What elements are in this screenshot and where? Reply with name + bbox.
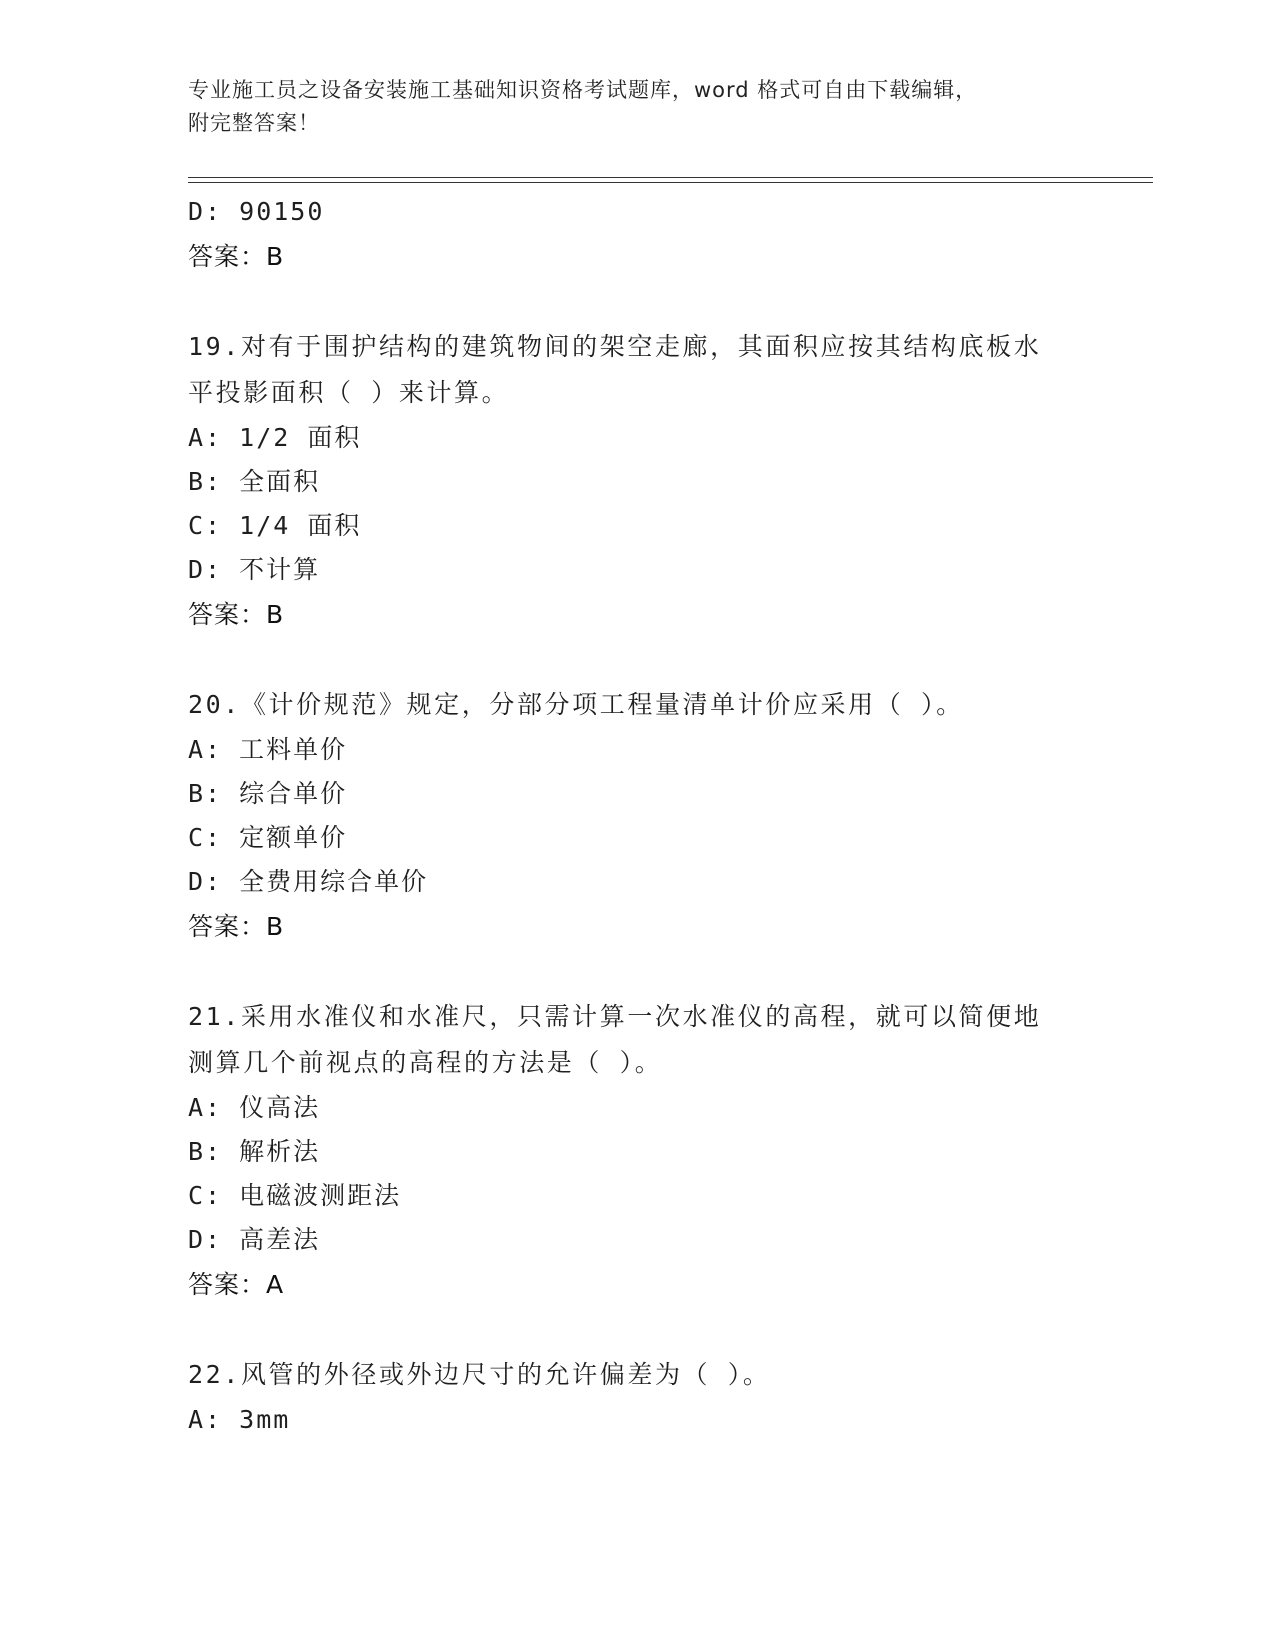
header-title-line1: 专业施工员之设备安装施工基础知识资格考试题库，word 格式可自由下载编辑， — [188, 78, 978, 102]
option-d: D: 90150 — [188, 197, 325, 226]
answer-line: 答案：B — [188, 600, 285, 629]
spacer — [188, 638, 1088, 682]
question-text-continued: 平投影面积（ ）来计算。 — [188, 378, 510, 407]
question-list — [188, 190, 1088, 1442]
spacer — [188, 1308, 1088, 1352]
option-d: D: 不计算 — [188, 555, 321, 584]
option-b: B: 综合单价 — [188, 779, 348, 808]
question-text-continued: 测算几个前视点的高程的方法是（ ）。 — [188, 1048, 663, 1077]
answer-line: 答案：B — [188, 242, 285, 271]
option-d: D: 高差法 — [188, 1225, 321, 1254]
question-text: 20.《计价规范》规定，分部分项工程量清单计价应采用（ ）。 — [188, 690, 964, 719]
header-divider-top — [188, 177, 1153, 178]
header-divider-bottom — [188, 182, 1153, 183]
question-19 — [188, 324, 1088, 638]
option-c: C: 定额单价 — [188, 823, 348, 852]
question-text: 19.对有于围护结构的建筑物间的架空走廊，其面积应按其结构底板水 — [188, 332, 1042, 361]
question-text: 21.采用水准仪和水准尺，只需计算一次水准仪的高程，就可以简便地 — [188, 1002, 1042, 1031]
option-b: B: 全面积 — [188, 467, 321, 496]
option-a: A: 1/2 面积 — [188, 423, 362, 452]
question-22 — [188, 1352, 1088, 1442]
option-d: D: 全费用综合单价 — [188, 867, 429, 896]
question-20 — [188, 682, 1088, 950]
spacer — [188, 280, 1088, 324]
option-c: C: 1/4 面积 — [188, 511, 362, 540]
spacer — [188, 950, 1088, 994]
question-text: 22.风管的外径或外边尺寸的允许偏差为（ ）。 — [188, 1360, 771, 1389]
question-21 — [188, 994, 1088, 1308]
option-a: A: 工料单价 — [188, 735, 348, 764]
answer-line: 答案：B — [188, 912, 285, 941]
option-c: C: 电磁波测距法 — [188, 1181, 402, 1210]
header-title-line2: 附完整答案！ — [188, 111, 320, 135]
answer-line: 答案：A — [188, 1270, 285, 1299]
option-a: A: 3mm — [188, 1405, 291, 1434]
option-b: B: 解析法 — [188, 1137, 321, 1166]
document-header — [188, 74, 1088, 140]
option-a: A: 仪高法 — [188, 1093, 321, 1122]
